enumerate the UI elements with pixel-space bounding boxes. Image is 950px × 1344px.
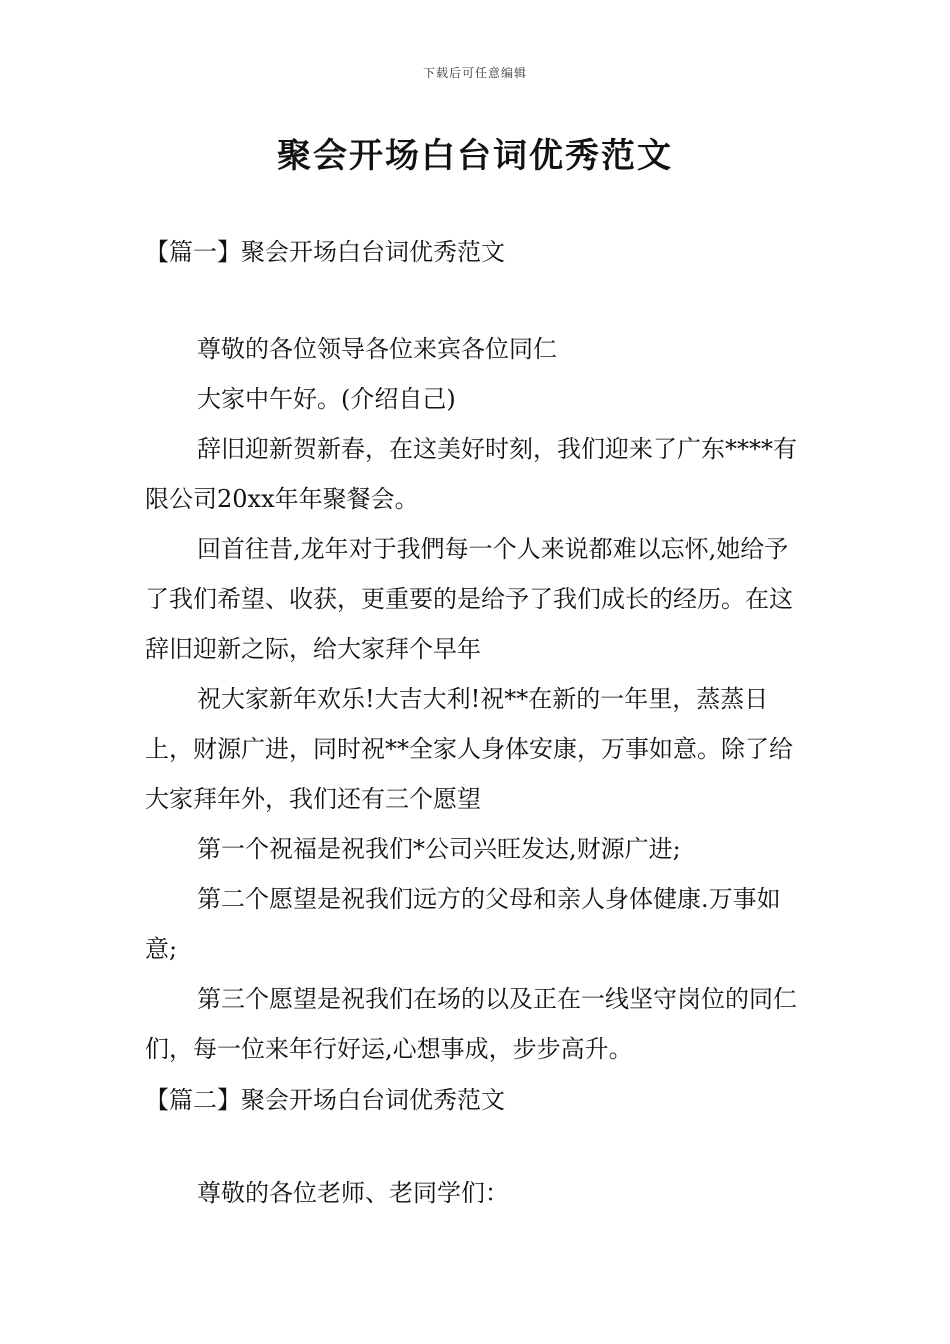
section-body-1: [145, 324, 810, 1074]
section-heading-1: 【篇一】聚会开场白台词优秀范文: [145, 238, 505, 266]
paragraph: 第二个愿望是祝我们远方的父母和亲人身体健康.万事如意;: [145, 885, 781, 963]
paragraph: 第三个愿望是祝我们在场的以及正在一线坚守岗位的同仁们，每一位来年行好运,心想事成，步步高升。: [145, 985, 797, 1063]
paragraph: 尊敬的各位老师、老同学们：: [197, 1179, 509, 1207]
header-note: 下载后可任意编辑: [422, 66, 527, 80]
section-heading-2: 【篇二】聚会开场白台词优秀范文: [145, 1086, 505, 1114]
paragraph: 祝大家新年欢乐!大吉大利!祝**在新的一年里，蒸蒸日上，财源广进，同时祝**全家人身体安康，万事如意。除了给大家拜年外，我们还有三个愿望: [145, 685, 793, 813]
paragraph: 回首往昔,龙年对于我們每一个人来说都难以忘怀,她给予了我们希望、收获，更重要的是给予了我们成长的经历。在这辞旧迎新之际，给大家拜个早年: [145, 535, 793, 663]
paragraph: 辞旧迎新贺新春，在这美好时刻，我们迎来了广东****有限公司20xx年年聚餐会。: [145, 435, 797, 513]
paragraph: 大家中午好。(介绍自己): [197, 385, 456, 413]
section-body-2: [145, 1168, 810, 1218]
paragraph: 第一个祝福是祝我们*公司兴旺发达,财源广进;: [197, 835, 681, 863]
document-title: 聚会开场白台词优秀范文: [277, 136, 673, 176]
paragraph: 尊敬的各位领导各位来宾各位同仁: [197, 335, 557, 363]
